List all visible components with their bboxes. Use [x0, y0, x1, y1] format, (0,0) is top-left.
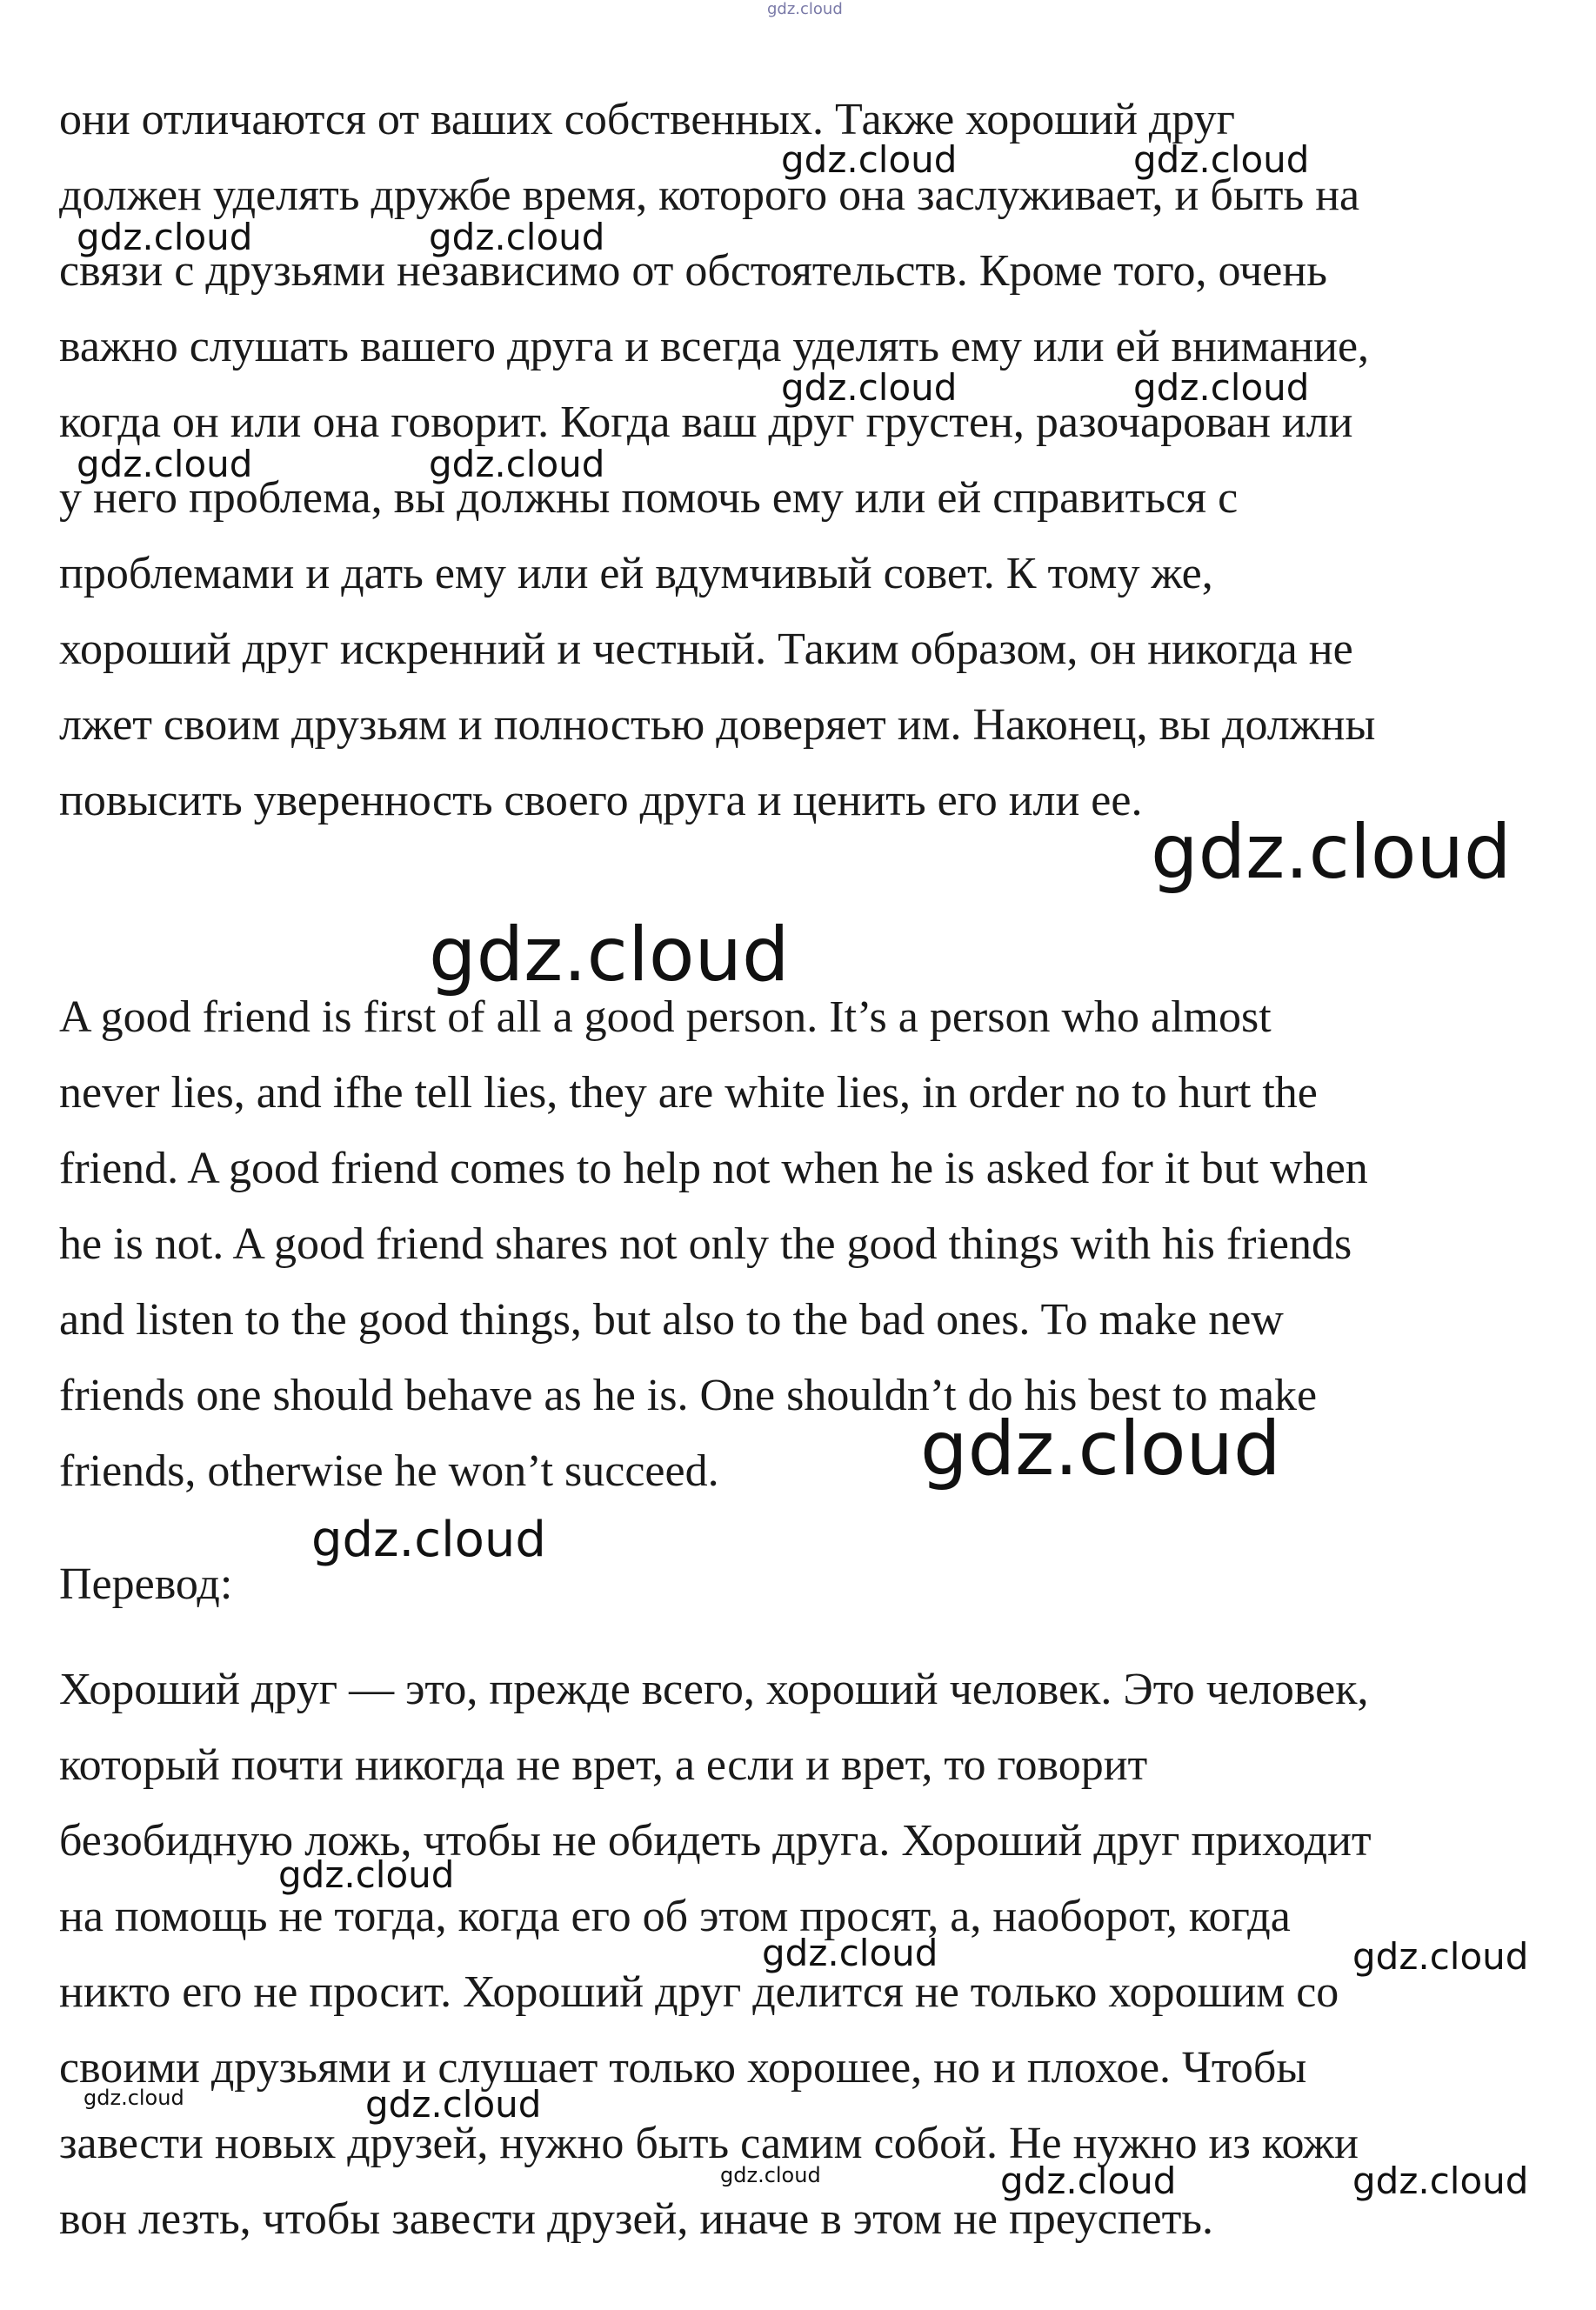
text-line: лжет своим друзьям и полностью доверяет им. Наконец, вы должны — [59, 700, 1376, 750]
watermark: gdz.cloud — [77, 216, 253, 258]
watermark: gdz.cloud — [1133, 138, 1310, 181]
translation-label: Перевод: — [59, 1559, 233, 1609]
watermark: gdz.cloud — [311, 1512, 546, 1568]
text-line: важно слушать вашего друга и всегда уделять ему или ей внимание, — [59, 322, 1370, 371]
text-line: когда он или она говорит. Когда ваш друг грустен, разочарован или — [59, 397, 1353, 447]
text-line: A good friend is first of all a good person. It’s a person who almost — [59, 992, 1272, 1042]
text-line: проблемами и дать ему или ей вдумчивый совет. К тому же, — [59, 549, 1213, 598]
text-line: никто его не просит. Хороший друг делится не только хорошим со — [59, 1967, 1339, 2017]
text-line: Хороший друг — это, прежде всего, хороший человек. Это человек, — [59, 1665, 1369, 1714]
text-line: повысить уверенность своего друга и ценить его или ее. — [59, 776, 1143, 825]
text-line: friend. A good friend comes to help not when he is asked for it but when — [59, 1144, 1368, 1193]
watermark: gdz.cloud — [278, 1853, 455, 1896]
text-line: friends one should behave as he is. One shouldn’t do his best to make — [59, 1371, 1318, 1420]
watermark: gdz.cloud — [762, 1932, 938, 1974]
text-line: должен уделять дружбе время, которого она заслуживает, и быть на — [59, 170, 1360, 220]
watermark: gdz.cloud — [83, 2086, 184, 2110]
watermark: gdz.cloud — [781, 138, 958, 181]
watermark: gdz.cloud — [77, 443, 253, 485]
watermark: gdz.cloud — [781, 366, 958, 409]
watermark: gdz.cloud — [429, 216, 605, 258]
watermark: gdz.cloud — [1151, 809, 1512, 896]
text-line: хороший друг искренний и честный. Таким образом, он никогда не — [59, 624, 1353, 674]
text-line: на помощь не тогда, когда его об этом просят, а, наоборот, когда — [59, 1892, 1291, 1941]
watermark: gdz.cloud — [1352, 1935, 1529, 1978]
text-line: вон лезть, чтобы завести друзей, иначе в этом не преуспеть. — [59, 2194, 1214, 2244]
text-line: безобидную ложь, чтобы не обидеть друга. Хороший друг приходит — [59, 1816, 1372, 1866]
text-line: они отличаются от ваших собственных. Также хороший друг — [59, 95, 1235, 144]
watermark: gdz.cloud — [429, 911, 790, 998]
text-line: and listen to the good things, but also to the bad ones. To make new — [59, 1295, 1284, 1345]
header-watermark: gdz.cloud — [767, 0, 843, 18]
watermark: gdz.cloud — [920, 1405, 1281, 1492]
text-line: friends, otherwise he won’t succeed. — [59, 1446, 719, 1496]
watermark: gdz.cloud — [1133, 366, 1310, 409]
watermark: gdz.cloud — [365, 2083, 542, 2126]
watermark: gdz.cloud — [720, 2163, 821, 2187]
watermark: gdz.cloud — [1000, 2160, 1177, 2202]
text-line: завести новых друзей, нужно быть самим собой. Не нужно из кожи — [59, 2119, 1359, 2168]
text-line: he is not. A good friend shares not only the good things with his friends — [59, 1219, 1352, 1269]
text-line: связи с друзьями независимо от обстоятельств. Кроме того, очень — [59, 246, 1327, 296]
text-line: never lies, and ifhe tell lies, they are white lies, in order no to hurt the — [59, 1068, 1318, 1118]
watermark: gdz.cloud — [1352, 2160, 1529, 2202]
watermark: gdz.cloud — [429, 443, 605, 485]
text-line: у него проблема, вы должны помочь ему или ей справиться с — [59, 473, 1239, 523]
text-line: своими друзьями и слушает только хорошее, но и плохое. Чтобы — [59, 2043, 1307, 2093]
text-line: который почти никогда не врет, а если и врет, то говорит — [59, 1740, 1148, 1790]
